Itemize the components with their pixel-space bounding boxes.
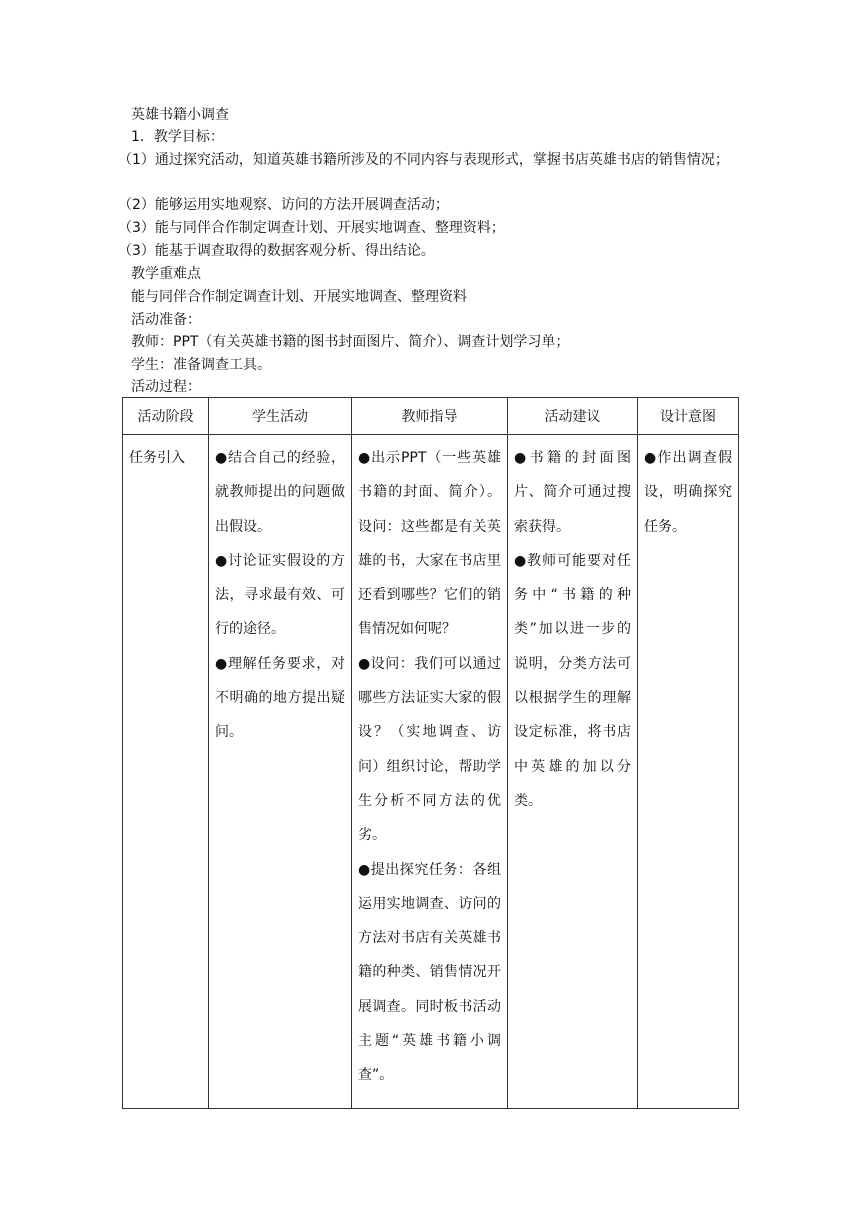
table-row <box>123 435 739 1109</box>
student-activity-item: ●结合自己的经验，就教师提出的问题做出假设。 <box>215 450 345 535</box>
suggestion-item: ●教师可能要对任务中“书籍的种类”加以进一步的说明，分类方法可以根据学生的理解设定标准，将书店中英雄的加以分类。 <box>514 552 631 809</box>
design-intent-cell <box>638 435 739 1109</box>
key-points-heading: 教学重难点 <box>131 266 201 282</box>
activity-process-table <box>122 397 739 1109</box>
objectives-heading: 1．教学目标： <box>131 129 224 145</box>
teacher-guidance-item: ●设问：我们可以通过哪些方法证实大家的假设？（实地调查、访问）组织讨论，帮助学生分析不同方法的优劣。 <box>358 655 501 844</box>
teacher-guidance-item: ●出示PPT（一些英雄书籍的封面、简介）。设问：这些都是有关英雄的书，大家在书店里还看到哪些？它们的销售情况如何呢？ <box>358 450 501 638</box>
suggestion-item: ●书籍的封面图片、简介可通过搜索获得。 <box>514 450 631 535</box>
teacher-guidance-cell <box>352 435 508 1109</box>
student-activity-item: ●理解任务要求，对不明确的地方提出疑问。 <box>215 655 345 741</box>
suggestion-cell <box>508 435 638 1109</box>
column-header-teacher-guidance: 教师指导 <box>352 398 508 435</box>
objective-item: （3）能与同伴合作制定调查计划、开展实地调查、整理资料； <box>118 220 505 236</box>
stage-text: 任务引入 <box>129 450 185 466</box>
objective-item: （1）通过探究活动，知道英雄书籍所涉及的不同内容与表现形式，掌握书店英雄书店的销售情况； <box>118 152 729 168</box>
document-title: 英雄书籍小调查 <box>131 107 229 123</box>
objective-item: （2）能够运用实地观察、访问的方法开展调查活动； <box>118 197 449 213</box>
column-header-suggestion: 活动建议 <box>508 398 638 435</box>
preparation-heading: 活动准备： <box>131 312 201 328</box>
process-heading: 活动过程： <box>131 379 201 395</box>
column-header-stage: 活动阶段 <box>123 398 209 435</box>
preparation-teacher: 教师：PPT（有关英雄书籍的图书封面图片、简介）、调查计划学习单； <box>131 334 570 350</box>
table-header-row <box>123 398 739 435</box>
objective-item: （3）能基于调查取得的数据客观分析、得出结论。 <box>118 243 435 259</box>
preparation-student: 学生：准备调查工具。 <box>131 357 271 373</box>
column-header-design-intent: 设计意图 <box>638 398 739 435</box>
teacher-guidance-item: ●提出探究任务：各组运用实地调查、访问的方法对书店有关英雄书籍的种类、销售情况开展调查。同时板书活动主题“英雄书籍小调查”。 <box>358 861 501 1084</box>
column-header-student-activity: 学生活动 <box>209 398 352 435</box>
student-activity-item: ●讨论证实假设的方法，寻求最有效、可行的途径。 <box>215 552 345 638</box>
key-points-text: 能与同伴合作制定调查计划、开展实地调查、整理资料 <box>131 289 467 305</box>
design-intent-item: ●作出调查假设，明确探究任务。 <box>644 450 732 535</box>
student-activity-cell <box>209 435 352 1109</box>
stage-cell <box>123 435 209 1109</box>
